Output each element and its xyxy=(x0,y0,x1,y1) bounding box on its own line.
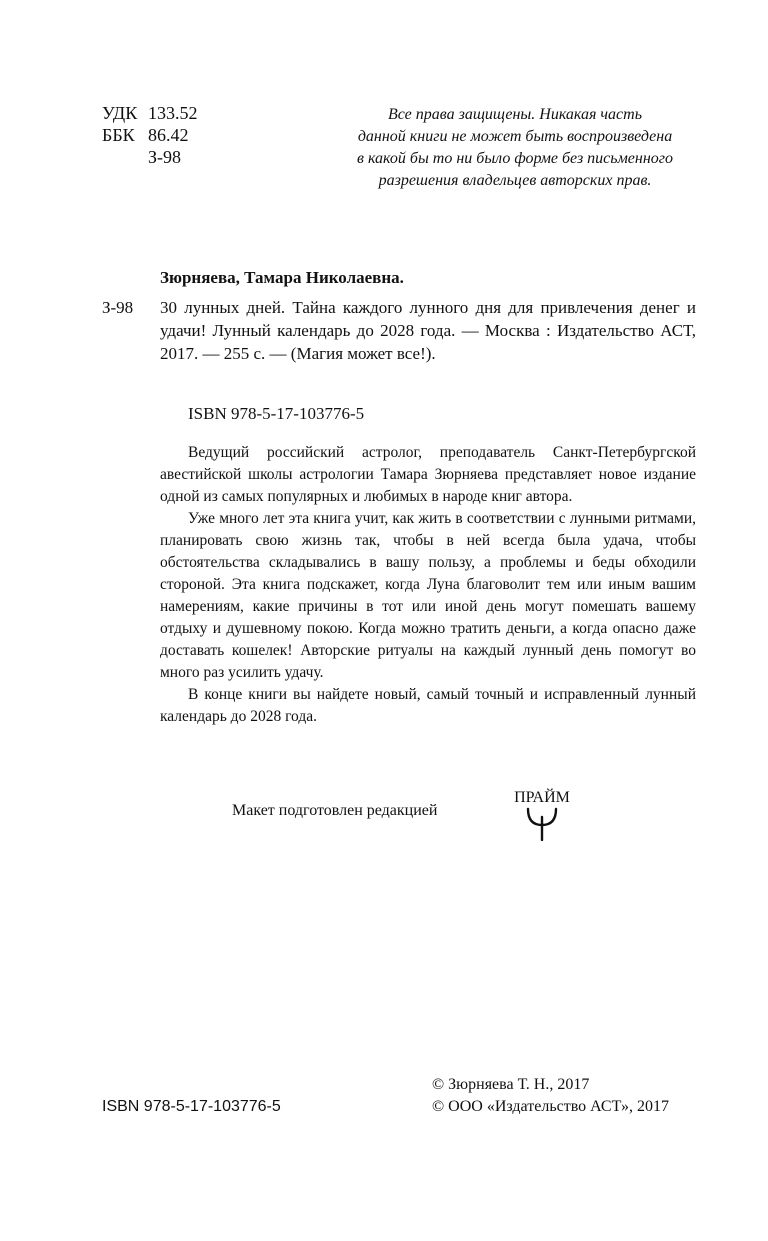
rights-notice xyxy=(320,104,710,192)
annotation-paragraph: В конце книги вы найдете новый, самый точный и исправленный лунный календарь до 2028 года. xyxy=(160,686,696,725)
bbk-row xyxy=(102,124,198,146)
author-heading: Зюрняева, Тамара Николаевна. xyxy=(160,268,404,287)
copyright-author: © Зюрняева Т. Н., 2017 xyxy=(432,1076,590,1093)
rights-line: в какой бы то ни было форме без письменного xyxy=(357,150,673,167)
rights-line: данной книги не может быть воспроизведена xyxy=(357,128,673,145)
logo-text: ПРАЙМ xyxy=(514,789,570,806)
udk-value: 133.52 xyxy=(148,103,198,123)
annotation-paragraph: Уже много лет эта книга учит, как жить в соответствии с лунными ритмами, планировать свою жизнь так, чтобы в ней всегда была удача, чтобы обстоятельства складывались в вашу пользу, а проблемы и беды обходили стороной. Эта книга подскажет, когда Луна благоволит тем или иным вашим намерениям, какие причины в тот или иной день могут помешать вашему отдыху и душевному покою. Когда можно тратить деньги, а когда опасно даже доставать кошелек! Авторские ритуалы на каждый лунный день помогут во много раз усилить удачу. xyxy=(160,510,696,681)
record-author-sign: З-98 xyxy=(102,298,134,317)
udk-label: УДК xyxy=(102,103,138,123)
psi-trident-icon xyxy=(506,807,578,841)
bbk-label: ББК xyxy=(102,125,135,145)
record-isbn: ISBN 978-5-17-103776-5 xyxy=(188,404,365,423)
copyright-block xyxy=(432,1074,669,1118)
copyright-publisher: © ООО «Издательство АСТ», 2017 xyxy=(432,1098,669,1115)
author-sign: З-98 xyxy=(148,147,182,167)
bbk-value: 86.42 xyxy=(148,125,189,145)
prime-logo xyxy=(506,789,578,846)
prepared-by-text: Макет подготовлен редакцией xyxy=(232,802,438,819)
bibliographic-description: 30 лунных дней. Тайна каждого лунного дня для привлечения денег и удачи! Лунный календарь до 2028 года. — Москва : Издательство АСТ, 2017. — 255 с. — (Магия может все!). xyxy=(160,298,696,363)
rights-line: Все права защищены. Никакая часть xyxy=(387,106,642,123)
annotation-paragraph: Ведущий российский астролог, преподаватель Санкт-Петербургской авестийской школы астрологии Тамара Зюрняева представляет новое издание одной из самых популярных и любимых в народе книг автора. xyxy=(160,444,696,505)
rights-line: разрешения владельцев авторских прав. xyxy=(378,172,652,189)
classification-block xyxy=(102,102,198,168)
footer-isbn: ISBN 978-5-17-103776-5 xyxy=(102,1098,281,1115)
annotation xyxy=(160,442,696,728)
udk-row xyxy=(102,102,198,124)
